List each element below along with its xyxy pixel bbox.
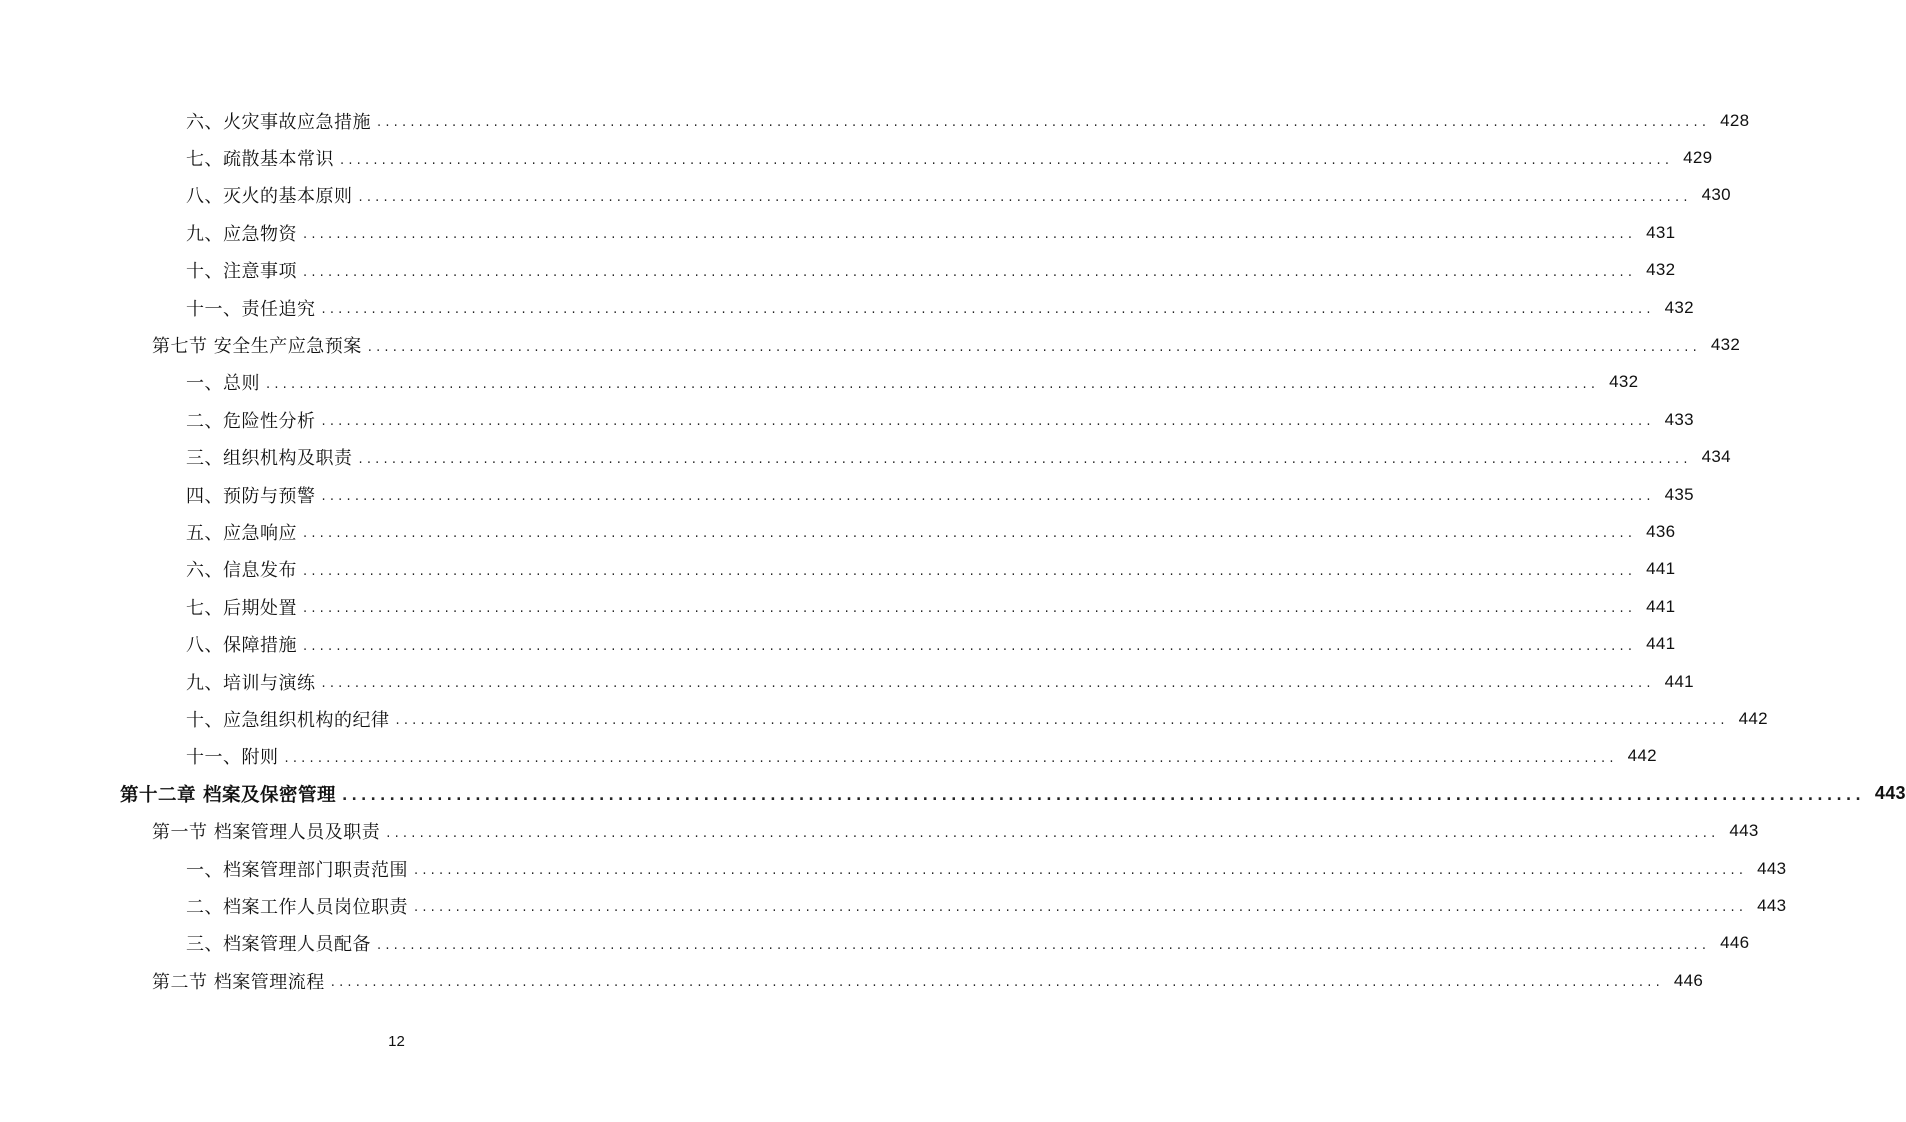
toc-entry-title: 第七节 安全生产应急预案 xyxy=(152,336,362,358)
toc-dot-leader: ................................................................................................................................................................ xyxy=(321,676,1655,692)
toc-entry-page-number: 436 xyxy=(1646,521,1676,541)
toc-entry-section[interactable] xyxy=(0,326,1741,363)
toc-entry-title: 十一、责任追究 xyxy=(186,298,316,320)
toc-dot-leader: ................................................................................................................................................................ xyxy=(303,526,1637,542)
toc-entry-title: 七、疏散基本常识 xyxy=(186,149,334,171)
toc-entry-page-number: 433 xyxy=(1664,409,1694,429)
toc-entry-title: 四、预防与预警 xyxy=(186,485,316,507)
toc-dot-leader: ................................................................................................................................................................ xyxy=(340,152,1674,168)
toc-entry-item[interactable] xyxy=(0,252,1676,289)
toc-entry-page-number: 446 xyxy=(1720,933,1750,953)
toc-entry-page-number: 428 xyxy=(1720,110,1750,130)
toc-dot-leader: ................................................................................................................................................................ xyxy=(414,863,1748,878)
toc-entry-page-number: 432 xyxy=(1710,335,1741,355)
toc-entry-item[interactable] xyxy=(0,887,1787,924)
toc-entry-title: 二、危险性分析 xyxy=(186,410,316,432)
toc-entry-title: 十、注意事项 xyxy=(186,261,297,283)
toc-entry-page-number: 434 xyxy=(1701,447,1731,467)
toc-entry-page-number: 442 xyxy=(1627,746,1657,766)
toc-entry-chapter[interactable] xyxy=(0,775,1906,812)
toc-entry-title: 第十二章 档案及保密管理 xyxy=(120,784,336,806)
toc-dot-leader: ................................................................................................................................................................ xyxy=(321,302,1655,318)
toc-entry-title: 八、保障措施 xyxy=(186,635,297,657)
toc-entry-page-number: 443 xyxy=(1757,895,1787,915)
toc-dot-leader: ................................................................................................................................................................ xyxy=(377,937,1711,953)
toc-entry-item[interactable] xyxy=(0,925,1750,962)
toc-entry-title: 第一节 档案管理人员及职责 xyxy=(152,822,381,844)
toc-entry-page-number: 441 xyxy=(1664,671,1694,691)
toc-entry-page-number: 429 xyxy=(1683,148,1713,168)
toc-entry-title: 三、档案管理人员配备 xyxy=(186,934,371,956)
toc-entry-title: 六、火灾事故应急措施 xyxy=(186,111,371,133)
toc-dot-leader: ................................................................................................................................................................ xyxy=(303,601,1637,617)
toc-entry-item[interactable] xyxy=(0,850,1787,887)
toc-entry-page-number: 432 xyxy=(1646,260,1676,280)
toc-entry-page-number: 435 xyxy=(1664,484,1694,504)
toc-entry-section[interactable] xyxy=(0,812,1759,849)
toc-dot-leader: ................................................................................................................................................................ xyxy=(321,489,1655,505)
toc-dot-leader: ................................................................................................................................................................ xyxy=(358,451,1692,467)
toc-entry-title: 二、档案工作人员岗位职责 xyxy=(186,896,408,918)
toc-entry-page-number: 441 xyxy=(1646,596,1676,616)
toc-entry-item[interactable] xyxy=(0,551,1676,588)
toc-entry-title: 五、应急响应 xyxy=(186,522,297,544)
toc-entry-item[interactable] xyxy=(0,439,1731,476)
toc-dot-leader: ................................................................................................................................................................ xyxy=(330,975,1664,991)
toc-entry-title: 一、总则 xyxy=(186,373,260,395)
toc-entry-title: 第二节 档案管理流程 xyxy=(152,971,325,993)
toc-dot-leader: ................................................................................................................................................................ xyxy=(303,563,1637,579)
page-number: 12 xyxy=(388,1033,405,1050)
toc-entry-title: 六、信息发布 xyxy=(186,560,297,582)
toc-entry-item[interactable] xyxy=(0,401,1694,438)
toc-entry-item[interactable] xyxy=(0,364,1639,401)
toc-dot-leader: ................................................................................................................................................................ xyxy=(266,376,1600,392)
toc-entry-title: 十一、附则 xyxy=(186,747,279,769)
toc-entry-title: 十、应急组织机构的纪律 xyxy=(186,709,390,731)
toc-entry-item[interactable] xyxy=(0,289,1694,326)
toc-entry-item[interactable] xyxy=(0,625,1676,662)
toc-entry-item[interactable] xyxy=(0,102,1750,139)
toc-dot-leader: ................................................................................................................................................................ xyxy=(284,750,1618,766)
toc-entry-item[interactable] xyxy=(0,476,1694,513)
toc-entry-page-number: 443 xyxy=(1729,821,1759,841)
toc-entry-item[interactable] xyxy=(0,513,1676,550)
toc-dot-leader: ................................................................................................................................................................ xyxy=(303,227,1637,243)
toc-entry-title: 八、灭火的基本原则 xyxy=(186,186,353,208)
toc-entry-page-number: 431 xyxy=(1646,222,1676,242)
toc-entry-page-number: 432 xyxy=(1609,372,1639,392)
toc-dot-leader: ................................................................................................................................................................ xyxy=(367,339,1701,355)
toc-dot-leader: ................................................................................................................................................................ xyxy=(377,115,1711,131)
toc-dot-leader: ................................................................................................................................................................ xyxy=(303,638,1637,654)
toc-entry-item[interactable] xyxy=(0,177,1731,214)
toc-entry-page-number: 442 xyxy=(1738,708,1768,728)
table-of-contents xyxy=(0,102,1906,999)
toc-dot-leader: ................................................................................................................................................................ xyxy=(395,713,1729,729)
toc-dot-leader: ................................................................................................................................................................ xyxy=(321,414,1655,430)
toc-dot-leader: ................................................................................................................................................................ xyxy=(386,825,1720,841)
toc-entry-item[interactable] xyxy=(0,700,1768,737)
toc-entry-page-number: 441 xyxy=(1646,634,1676,654)
toc-entry-page-number: 443 xyxy=(1874,783,1906,804)
toc-dot-leader: ................................................................................................................................................................ xyxy=(303,264,1637,280)
toc-entry-item[interactable] xyxy=(0,214,1676,251)
toc-entry-item[interactable] xyxy=(0,738,1657,775)
toc-entry-page-number: 432 xyxy=(1664,297,1694,317)
toc-dot-leader: ................................................................................................................................................................ xyxy=(341,787,1865,804)
toc-entry-title: 九、应急物资 xyxy=(186,223,297,245)
toc-entry-title: 七、后期处置 xyxy=(186,597,297,619)
toc-entry-page-number: 446 xyxy=(1673,970,1704,990)
toc-dot-leader: ................................................................................................................................................................ xyxy=(414,900,1748,916)
toc-entry-title: 一、档案管理部门职责范围 xyxy=(186,859,408,881)
toc-entry-item[interactable] xyxy=(0,139,1713,176)
toc-dot-leader: ................................................................................................................................................................ xyxy=(358,189,1692,205)
toc-entry-section[interactable] xyxy=(0,962,1704,999)
toc-entry-title: 三、组织机构及职责 xyxy=(186,448,353,470)
toc-entry-page-number: 430 xyxy=(1701,185,1731,205)
toc-entry-item[interactable] xyxy=(0,663,1694,700)
toc-entry-item[interactable] xyxy=(0,588,1676,625)
toc-entry-page-number: 441 xyxy=(1646,559,1676,579)
toc-entry-title: 九、培训与演练 xyxy=(186,672,316,694)
toc-entry-page-number: 443 xyxy=(1757,858,1787,878)
